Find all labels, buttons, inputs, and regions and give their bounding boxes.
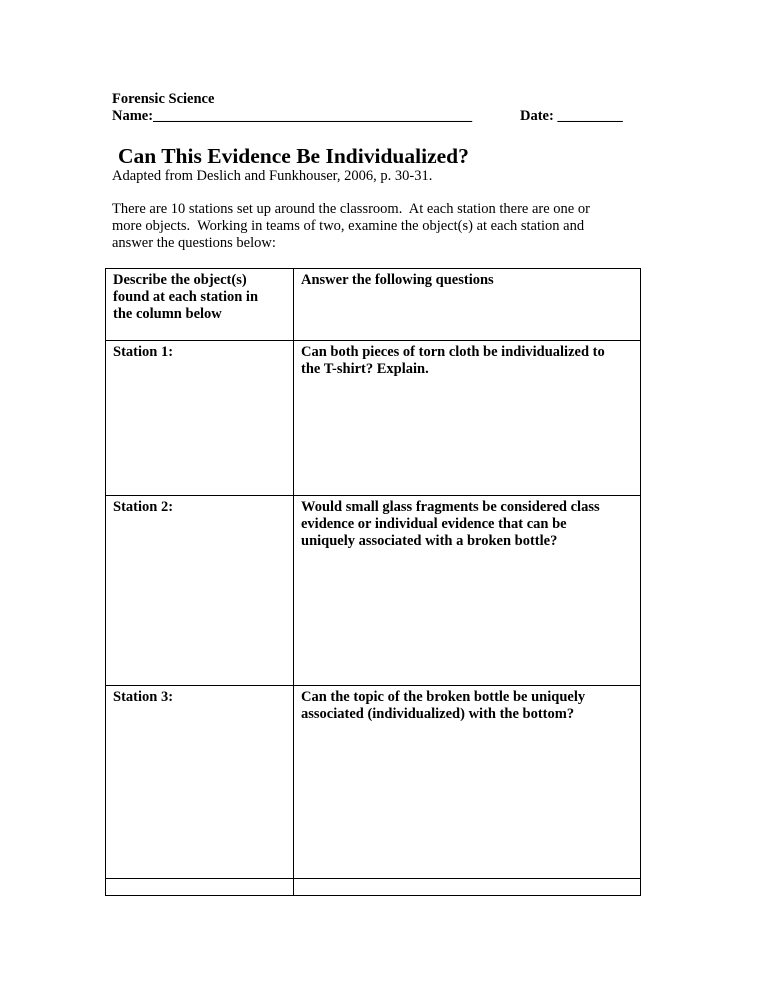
table-row: [106, 341, 641, 496]
stations-table: [105, 268, 641, 896]
table-row: [106, 686, 641, 879]
question-line: the T-shirt? Explain.: [301, 361, 429, 377]
table-row: [106, 496, 641, 686]
instructions: [112, 201, 632, 252]
station-3-description-cell[interactable]: [106, 686, 294, 879]
station-1-description-cell[interactable]: [106, 341, 294, 496]
worksheet-title: Can This Evidence Be Individualized?: [118, 144, 469, 168]
table-row: [106, 879, 641, 896]
station-label: Station 2:: [113, 499, 174, 515]
station-3-answer-cell[interactable]: [294, 686, 641, 879]
station-2-answer-cell[interactable]: [294, 496, 641, 686]
question-line: Can both pieces of torn cloth be individualized to: [301, 344, 605, 360]
empty-description-cell[interactable]: [106, 879, 294, 896]
empty-answer-cell[interactable]: [294, 879, 641, 896]
citation: Adapted from Deslich and Funkhouser, 2006, p. 30-31.: [112, 168, 433, 184]
station-1-answer-cell[interactable]: [294, 341, 641, 496]
instructions-line: more objects. Working in teams of two, examine the object(s) at each station and: [112, 218, 585, 234]
question-line: evidence or individual evidence that can be: [301, 516, 567, 532]
question-line: Would small glass fragments be considered class: [301, 499, 600, 515]
header-line: the column below: [113, 306, 222, 322]
instructions-line: There are 10 stations set up around the classroom. At each station there are one or: [112, 201, 590, 217]
header-line: found at each station in: [113, 289, 259, 305]
station-2-description-cell[interactable]: [106, 496, 294, 686]
header-line: Answer the following questions: [301, 272, 494, 288]
station-label: Station 1:: [113, 344, 174, 360]
table-header-row: [106, 269, 641, 341]
question-line: associated (individualized) with the bottom?: [301, 706, 575, 722]
instructions-line: answer the questions below:: [112, 235, 276, 251]
station-label: Station 3:: [113, 689, 174, 705]
question-line: uniquely associated with a broken bottle?: [301, 533, 558, 549]
question-line: Can the topic of the broken bottle be uniquely: [301, 689, 586, 705]
header-line: Describe the object(s): [113, 272, 247, 288]
course-title: Forensic Science: [112, 91, 215, 107]
answer-questions-header: [294, 269, 641, 341]
name-field[interactable]: Name:____________________________________________: [112, 108, 473, 124]
describe-objects-header: [106, 269, 294, 341]
date-field[interactable]: Date: _________: [520, 108, 623, 124]
